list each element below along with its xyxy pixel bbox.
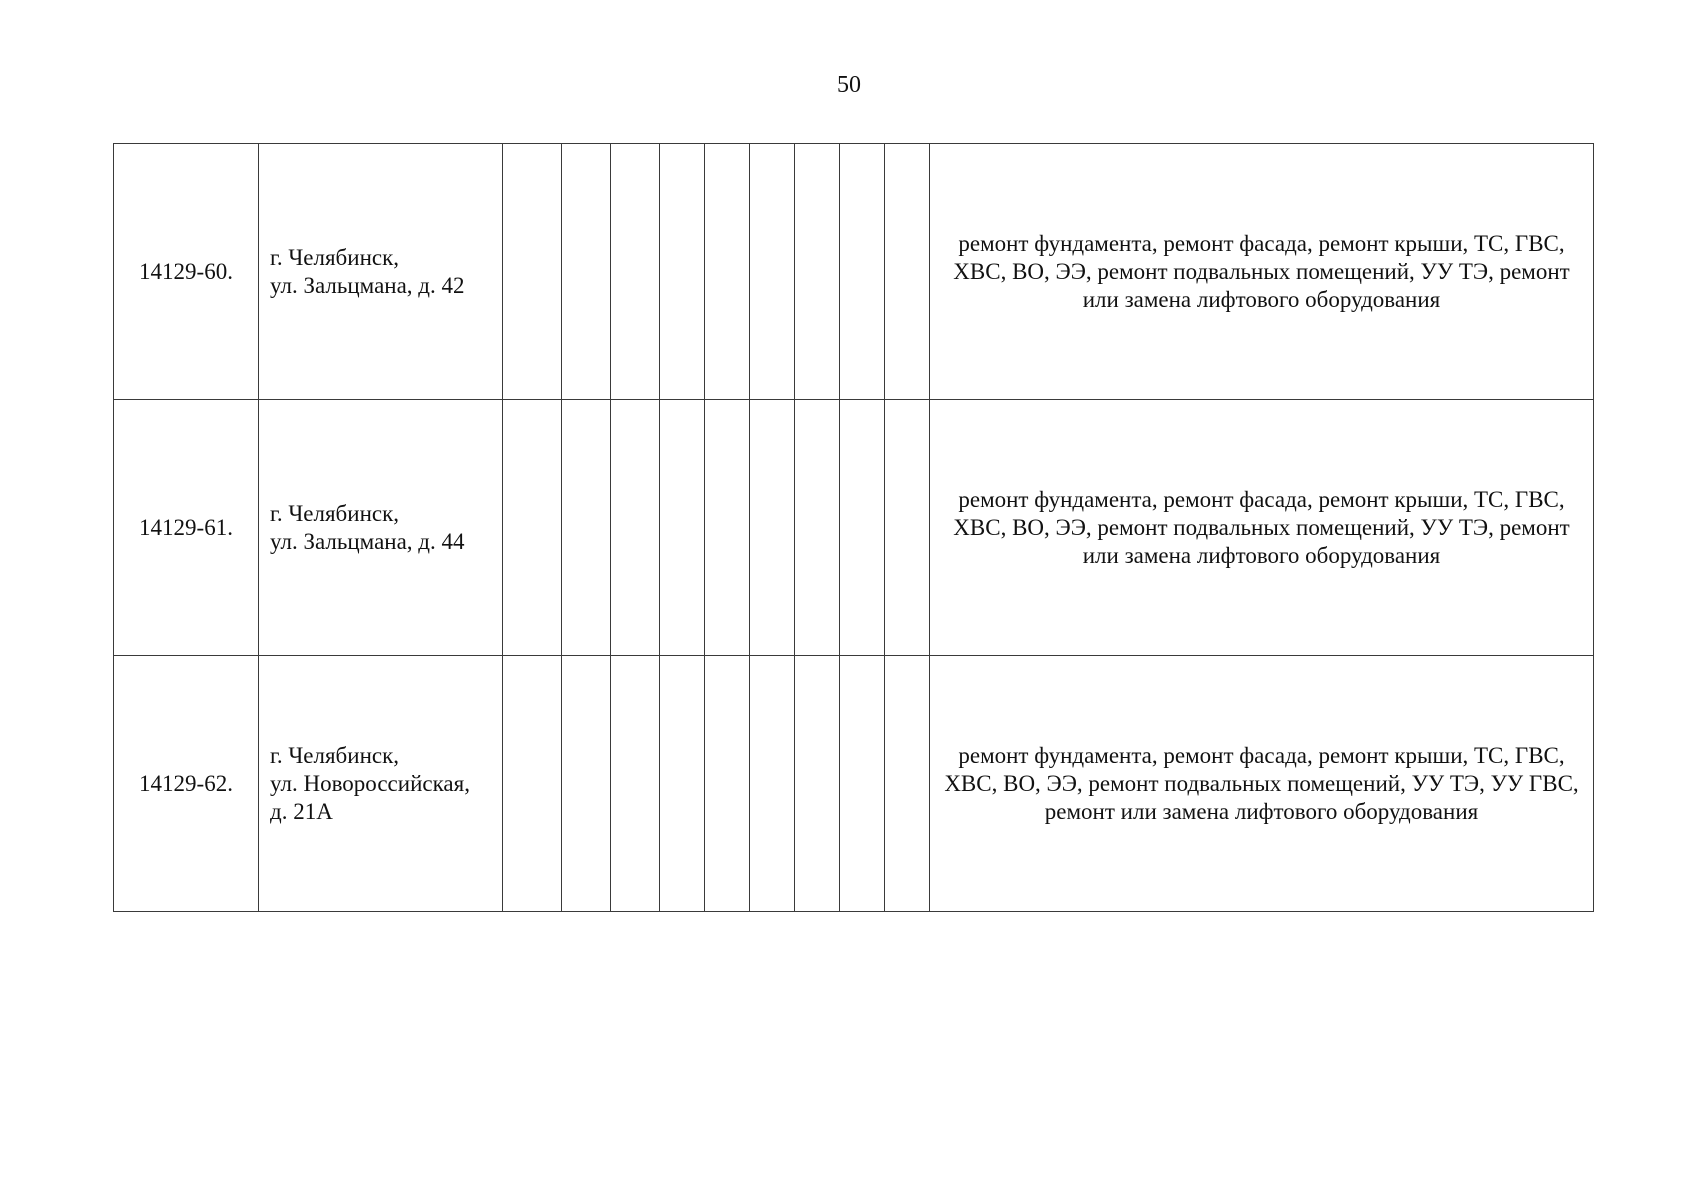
empty-cell [795, 144, 840, 400]
address-line: ул. Зальцмана, д. 44 [270, 528, 465, 554]
empty-cell [503, 656, 562, 912]
repair-program-table [113, 143, 1594, 912]
empty-cell [562, 400, 611, 656]
empty-cell [885, 656, 930, 912]
address-cell [259, 656, 503, 912]
empty-cell [660, 144, 705, 400]
empty-cell [795, 656, 840, 912]
empty-cell [840, 656, 885, 912]
empty-cell [611, 144, 660, 400]
row-number: 14129-61. [114, 400, 259, 656]
empty-cell [750, 400, 795, 656]
empty-cell [562, 144, 611, 400]
empty-cell [885, 144, 930, 400]
row-number: 14129-60. [114, 144, 259, 400]
empty-cell [885, 400, 930, 656]
works-list: ремонт фундамента, ремонт фасада, ремонт крыши, ТС, ГВС, ХВС, ВО, ЭЭ, ремонт подвальных помещений, УУ ТЭ, УУ ГВС, ремонт или замена лифтового оборудования [930, 656, 1594, 912]
table-row [114, 400, 1594, 656]
empty-cell [611, 400, 660, 656]
address-line: г. Челябинск, [270, 244, 400, 270]
empty-cell [795, 400, 840, 656]
address-line: д. 21А [270, 798, 333, 824]
empty-cell [705, 400, 750, 656]
empty-cell [840, 144, 885, 400]
empty-cell [503, 144, 562, 400]
empty-cell [705, 144, 750, 400]
row-number: 14129-62. [114, 656, 259, 912]
address-line: ул. Зальцмана, д. 42 [270, 272, 465, 298]
address-cell [259, 144, 503, 400]
empty-cell [611, 656, 660, 912]
empty-cell [750, 144, 795, 400]
table-row [114, 144, 1594, 400]
address-line: г. Челябинск, [270, 742, 400, 768]
empty-cell [562, 656, 611, 912]
empty-cell [750, 656, 795, 912]
empty-cell [705, 656, 750, 912]
works-list: ремонт фундамента, ремонт фасада, ремонт крыши, ТС, ГВС, ХВС, ВО, ЭЭ, ремонт подвальных помещений, УУ ТЭ, ремонт или замена лифтового оборудования [930, 400, 1594, 656]
page-number: 50 [837, 72, 861, 98]
works-list: ремонт фундамента, ремонт фасада, ремонт крыши, ТС, ГВС, ХВС, ВО, ЭЭ, ремонт подвальных помещений, УУ ТЭ, ремонт или замена лифтового оборудования [930, 144, 1594, 400]
empty-cell [660, 656, 705, 912]
empty-cell [660, 400, 705, 656]
address-line: ул. Новороссийская, [270, 770, 470, 796]
empty-cell [503, 400, 562, 656]
empty-cell [840, 400, 885, 656]
address-line: г. Челябинск, [270, 500, 400, 526]
table-row [114, 656, 1594, 912]
address-cell [259, 400, 503, 656]
